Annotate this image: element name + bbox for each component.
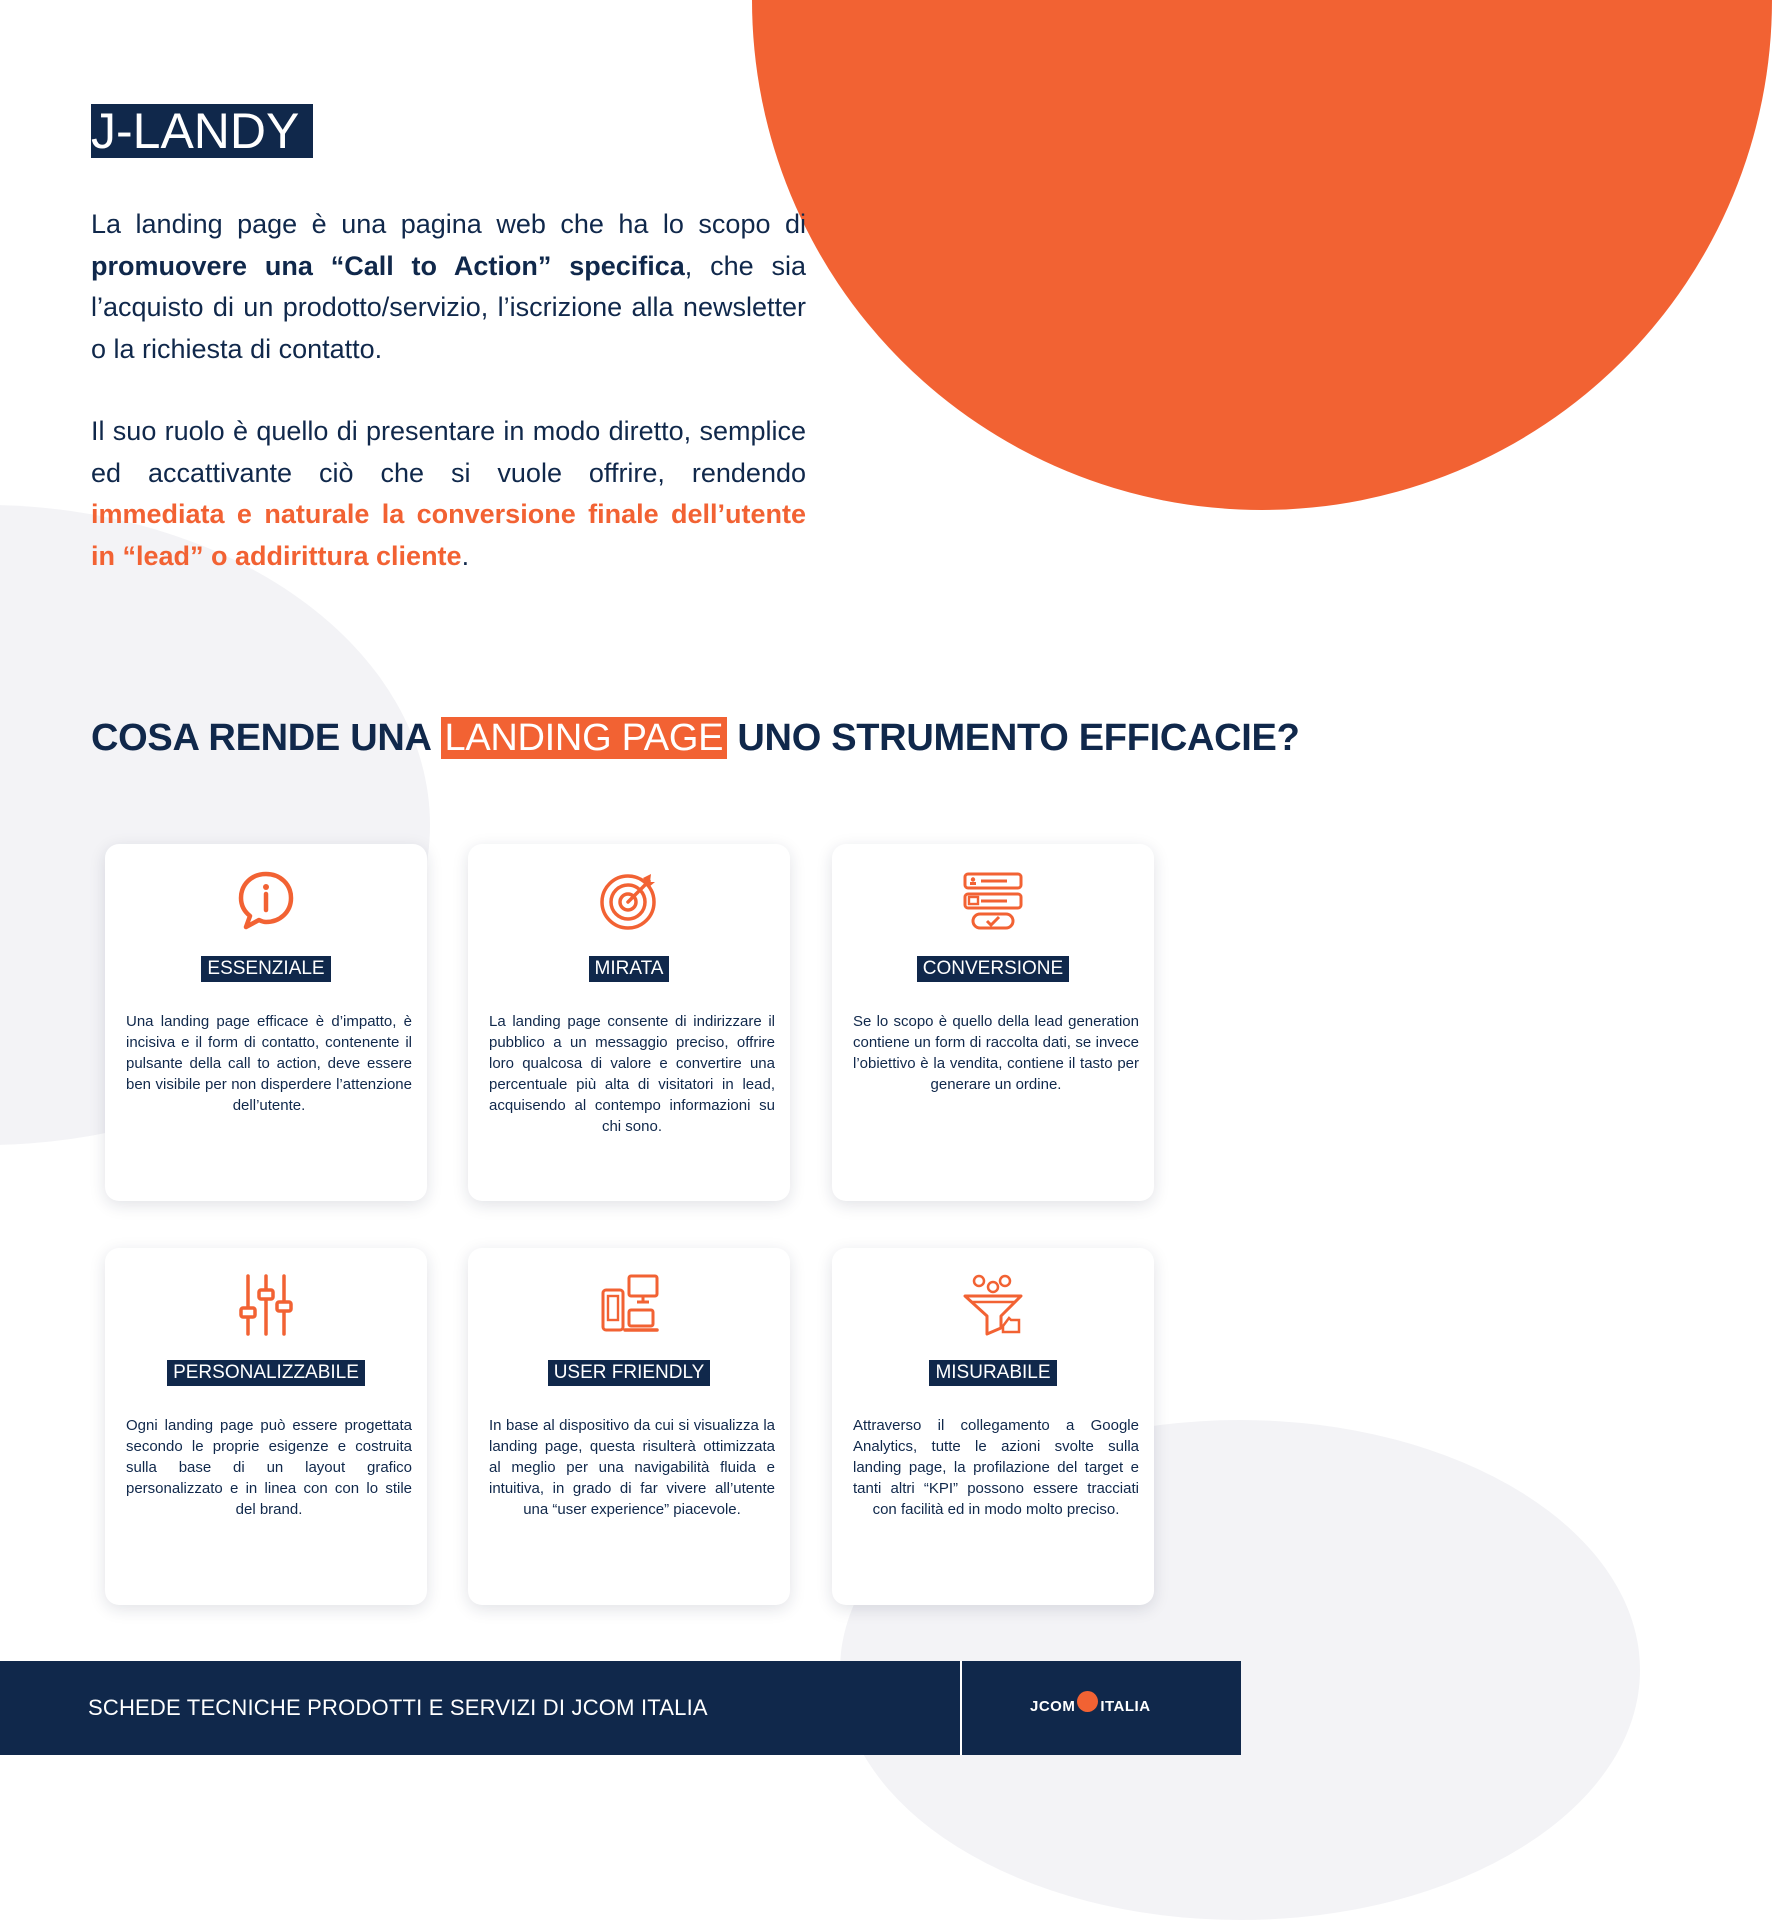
card-label: CONVERSIONE bbox=[917, 956, 1069, 982]
intro-text bbox=[91, 204, 806, 577]
headline-highlight: LANDING PAGE bbox=[441, 717, 728, 759]
logo-dot-icon bbox=[1077, 1691, 1098, 1712]
intro-bold: promuovere una “Call to Action” specifica bbox=[91, 250, 685, 281]
info-chat-icon bbox=[236, 870, 296, 932]
funnel-icon bbox=[963, 1274, 1023, 1336]
jcom-logo: JCOM ITALIA bbox=[1030, 1696, 1151, 1716]
feature-card-essenziale bbox=[105, 844, 427, 1201]
card-label: USER FRIENDLY bbox=[548, 1360, 711, 1386]
intro-paragraph-2: Il suo ruolo è quello di presentare in modo diretto, semplice ed accattivante ciò che si vuole offrire, rendendo immediata e naturale la conversione finale dell’utente in “lead” o addirittura cliente. bbox=[91, 416, 806, 571]
section-headline: COSA RENDE UNA LANDING PAGE UNO STRUMENTO EFFICACIE? bbox=[91, 717, 1300, 759]
intro-paragraph-1: La landing page è una pagina web che ha lo scopo di promuovere una “Call to Action” specifica, che sia l’acquisto di un prodotto/servizio, l’iscrizione alla newsletter o la richiesta di contatto. bbox=[91, 209, 806, 364]
intro-highlight: immediata e naturale la conversione finale dell’utente in “lead” o addirittura cliente bbox=[91, 499, 806, 571]
card-label: MISURABILE bbox=[929, 1360, 1056, 1386]
feature-card-misurabile bbox=[832, 1248, 1154, 1605]
target-icon bbox=[599, 870, 659, 932]
sliders-icon bbox=[236, 1274, 296, 1336]
card-description: Una landing page efficace è d’impatto, è incisiva e il form di contatto, contenente il pulsante della call to action, deve essere ben visibile per non disperdere l’attenzione dell’utente. bbox=[126, 1013, 412, 1114]
feature-card-user-friendly bbox=[468, 1248, 790, 1605]
footer-divider bbox=[960, 1661, 962, 1755]
card-description: Se lo scopo è quello della lead generation contiene un form di raccolta dati, se invece l’obiettivo è la vendita, contiene il tasto per generare un ordine. bbox=[853, 1013, 1139, 1093]
card-description: Ogni landing page può essere progettata secondo le proprie esigenze e costruita sulla base di un layout grafico personalizzato e in linea con con lo stile del brand. bbox=[126, 1417, 412, 1518]
feature-card-mirata bbox=[468, 844, 790, 1201]
footer-bar bbox=[0, 1661, 1241, 1755]
footer-text: SCHEDE TECNICHE PRODOTTI E SERVIZI DI JCOM ITALIA bbox=[88, 1695, 708, 1720]
card-description: Attraverso il collegamento a Google Analytics, tutte le azioni svolte sulla landing page, la profilazione del target e tanti altri “KPI” possono essere tracciati con facilità ed in modo molto preciso. bbox=[853, 1417, 1139, 1518]
feature-card-conversione bbox=[832, 844, 1154, 1201]
feature-card-personalizzabile bbox=[105, 1248, 427, 1605]
card-label: MIRATA bbox=[589, 956, 670, 982]
form-icon bbox=[963, 870, 1023, 932]
card-label: ESSENZIALE bbox=[201, 956, 330, 982]
page-title: J-LANDY bbox=[91, 104, 313, 158]
card-description: La landing page consente di indirizzare il pubblico a un messaggio preciso, offrire loro qualcosa di valore e convertire una percentuale più alta di visitatori in lead, acquisendo al contempo informazioni su chi sono. bbox=[489, 1013, 775, 1135]
devices-icon bbox=[599, 1274, 659, 1336]
card-description: In base al dispositivo da cui si visualizza la landing page, questa risulterà ottimizzata al meglio per una navigabilità fluida e intuitiva, in grado di far vivere all’utente una “user experience” piacevole. bbox=[489, 1417, 775, 1518]
orange-circle-decoration bbox=[752, 0, 1772, 510]
card-label: PERSONALIZZABILE bbox=[167, 1360, 365, 1386]
